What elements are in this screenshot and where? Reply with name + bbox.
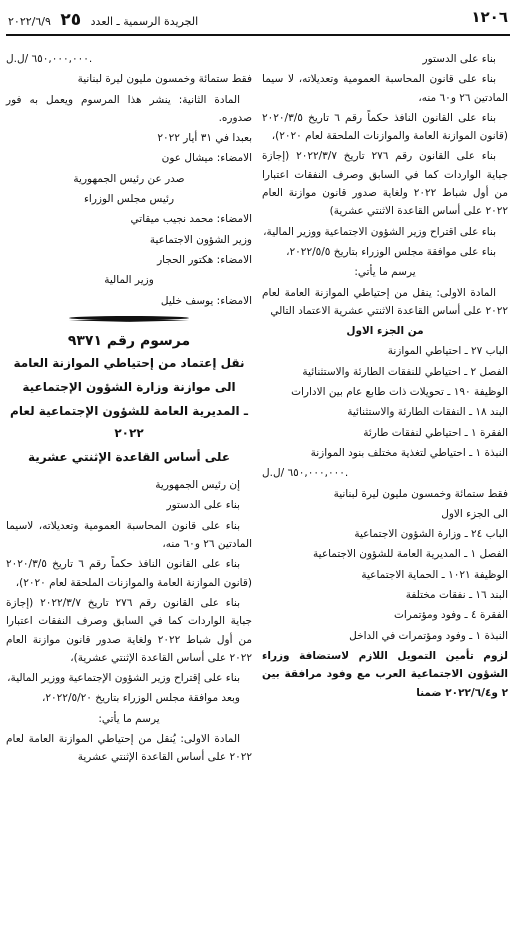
signature-finance-minister: الامضاء: يوسف خليل	[160, 294, 252, 307]
paragraph: بناء على القانون رقم ٢٧٦ تاريخ ٢٠٢٢/٣/٧ (إجازة جباية الواردات كما في السابق وصرف النفقات اعتبارا من أول شباط ٢٠٢٢ ولغاية صدور قانون موازنة العام ٢٠٢٢ على أساس القاعدة الاثنتي عشرية)	[262, 150, 509, 218]
issued-by: صدر عن رئيس الجمهورية	[73, 172, 185, 185]
paragraph: بناء على موافقة مجلس الوزراء بتاريخ ٢٠٢٢/٥/٥،	[286, 245, 496, 258]
budget-line: الفصل ٢ ـ احتياطي للنفقات الطارئة والاستثنائية	[302, 365, 508, 378]
budget-line: الفقرة ٤ ـ وفود ومؤتمرات	[393, 609, 508, 622]
budget-line: الباب ٢٤ ـ وزارة الشؤون الاجتماعية	[354, 528, 508, 541]
page-number: ١٢٠٦	[471, 8, 508, 26]
decree-formula: يرسم ما يأتي:	[354, 266, 416, 279]
issue-number: ٢٥	[60, 10, 82, 30]
pm-title: رئيس مجلس الوزراء	[83, 193, 175, 206]
section-heading: من الجزء الاول	[346, 325, 424, 338]
paragraph: بناء على إقتراح وزير الشؤون الإجتماعية ووزير المالية،	[7, 672, 240, 685]
budget-line: الوظيفة ١٩٠ ـ تحويلات ذات طابع عام بين الادارات	[291, 386, 508, 399]
issue-date: ٢٠٢٢/٦/٩	[8, 15, 51, 28]
right-column	[262, 50, 508, 704]
paragraph: بناء على اقتراح وزير الشؤون الاجتماعية ووزير المالية،	[263, 225, 496, 238]
decree-formula: يرسم ما يأتي:	[98, 712, 160, 725]
budget-line: البند ١٦ ـ نفقات مختلفة	[405, 589, 508, 602]
budget-line: البند ١٨ ـ النفقات الطارئة والاستثنائية	[347, 406, 508, 419]
budget-line: النبذة ١ ـ وفود ومؤتمرات في الداخل	[349, 629, 508, 642]
budget-line: الفقرة ١ ـ احتياطي لنفقات طارئة	[363, 426, 508, 439]
paragraph: بناء على القانون رقم ٢٧٦ تاريخ ٢٠٢٢/٣/٧ (إجازة جباية الواردات كما في السابق وصرف النفقات اعتبارا من أول شباط ٢٠٢٢ ولغاية صدور قانون موازنة العام ٢٠٢٢ على أساس القاعدة الإثنتي عشرية)،	[6, 596, 253, 664]
purpose-note: لزوم تأمين التمويل اللازم لاستضافة وزراء الشؤون الاجتماعية العرب مع وفود مرافقة بين ٢ و٢٠٢٢/٦/٤ ضمنا	[262, 649, 508, 699]
signed-place-date: بعبدا في ٣١ أيار ٢٠٢٢	[157, 132, 252, 145]
paragraph: بناء على الدستور	[166, 499, 240, 512]
budget-line: الباب ٢٧ ـ احتياطي الموازنة	[387, 345, 508, 358]
page-header	[6, 6, 510, 32]
paragraph: بناء على القانون النافذ حكماً رقم ٦ تاريخ ٢٠٢٠/٣/٥ (قانون الموازنة العامة والموازنات الملحقة لعام ٢٠٢٠)،	[262, 111, 508, 143]
paragraph: إن رئيس الجمهورية	[155, 479, 240, 492]
amount: ٦٥٠,٠٠٠,٠٠٠ /ل.ل.	[262, 467, 349, 480]
gazette-name: الجريدة الرسمية ـ العدد	[90, 15, 199, 28]
paragraph: بناء على قانون المحاسبة العمومية وتعديلاته، لا سيما المادتين ٢٦ و٦٠ منه،	[262, 73, 508, 104]
section-heading: الى الجزء الاول	[441, 507, 508, 520]
article-two: المادة الثانية: ينشر هذا المرسوم ويعمل به فور صدوره.	[6, 93, 252, 124]
ornament-divider	[69, 316, 189, 324]
decree-subject-line: على أساس القاعدة الإثنتي عشرية	[27, 450, 231, 465]
paragraph: بناء على القانون النافذ حكماً رقم ٦ تاريخ ٢٠٢٠/٣/٥ (قانون الموازنة العامة والموازنات الملحقة لعام ٢٠٢٠)،	[6, 558, 252, 589]
decree-subject-line: نقل إعتماد من إحتياطي الموازنة العامة	[13, 356, 245, 371]
header-rule	[6, 34, 510, 36]
amount-words: فقط ستمائة وخمسون مليون ليرة لبنانية	[333, 487, 508, 500]
amount-words: فقط ستمائة وخمسون مليون ليرة لبنانية	[77, 73, 252, 86]
budget-line: الوظيفة ١٠٢١ ـ الحماية الاجتماعية	[361, 568, 508, 581]
signature-social-minister: الامضاء: هكتور الحجار	[157, 253, 252, 266]
left-column	[6, 50, 252, 769]
budget-line: النبذة ١ ـ احتياطي لتغذية مختلف بنود الموازنة	[310, 446, 508, 459]
paragraph: بناء على الدستور	[422, 53, 496, 65]
signature-pm: الامضاء: محمد نجيب ميقاتي	[130, 213, 252, 226]
header-title	[8, 10, 198, 30]
article-one: المادة الاولى: ينقل من إحتياطي الموازنة العامة لعام ٢٠٢٢ على أساس القاعدة الاثنتي عشرية الاعتماد التالي	[262, 286, 508, 317]
decree-subject-line: ـ المديرية العامة للشؤون الإجتماعية لعام ٢٠٢٢	[10, 404, 248, 441]
paragraph: وبعد موافقة مجلس الوزراء بتاريخ ٢٠٢٢/٥/٢٠،	[42, 692, 240, 705]
amount: ٦٥٠,٠٠٠,٠٠٠ /ل.ل.	[6, 53, 93, 65]
decree-subject-line: الى موازنة وزارة الشؤون الإجتماعية	[22, 380, 236, 395]
signature-president: الامضاء: ميشال عون	[161, 152, 252, 165]
article-one: المادة الاولى: يُنقل من إحتياطي الموازنة العامة لعام ٢٠٢٢ على أساس القاعدة الإثنتي عشرية	[6, 733, 252, 764]
social-minister-title: وزير الشؤون الاجتماعية	[149, 233, 252, 246]
budget-line: الفصل ١ ـ المديرية العامة للشؤون الاجتماعية	[313, 548, 508, 561]
finance-minister-title: وزير المالية	[104, 274, 154, 287]
paragraph: بناء على قانون المحاسبة العمومية وتعديلاته، لاسيما المادتين ٢٦ و٦٠ منه،	[6, 519, 252, 551]
decree-number: مرسوم رقم ٩٣٧١	[67, 332, 191, 349]
